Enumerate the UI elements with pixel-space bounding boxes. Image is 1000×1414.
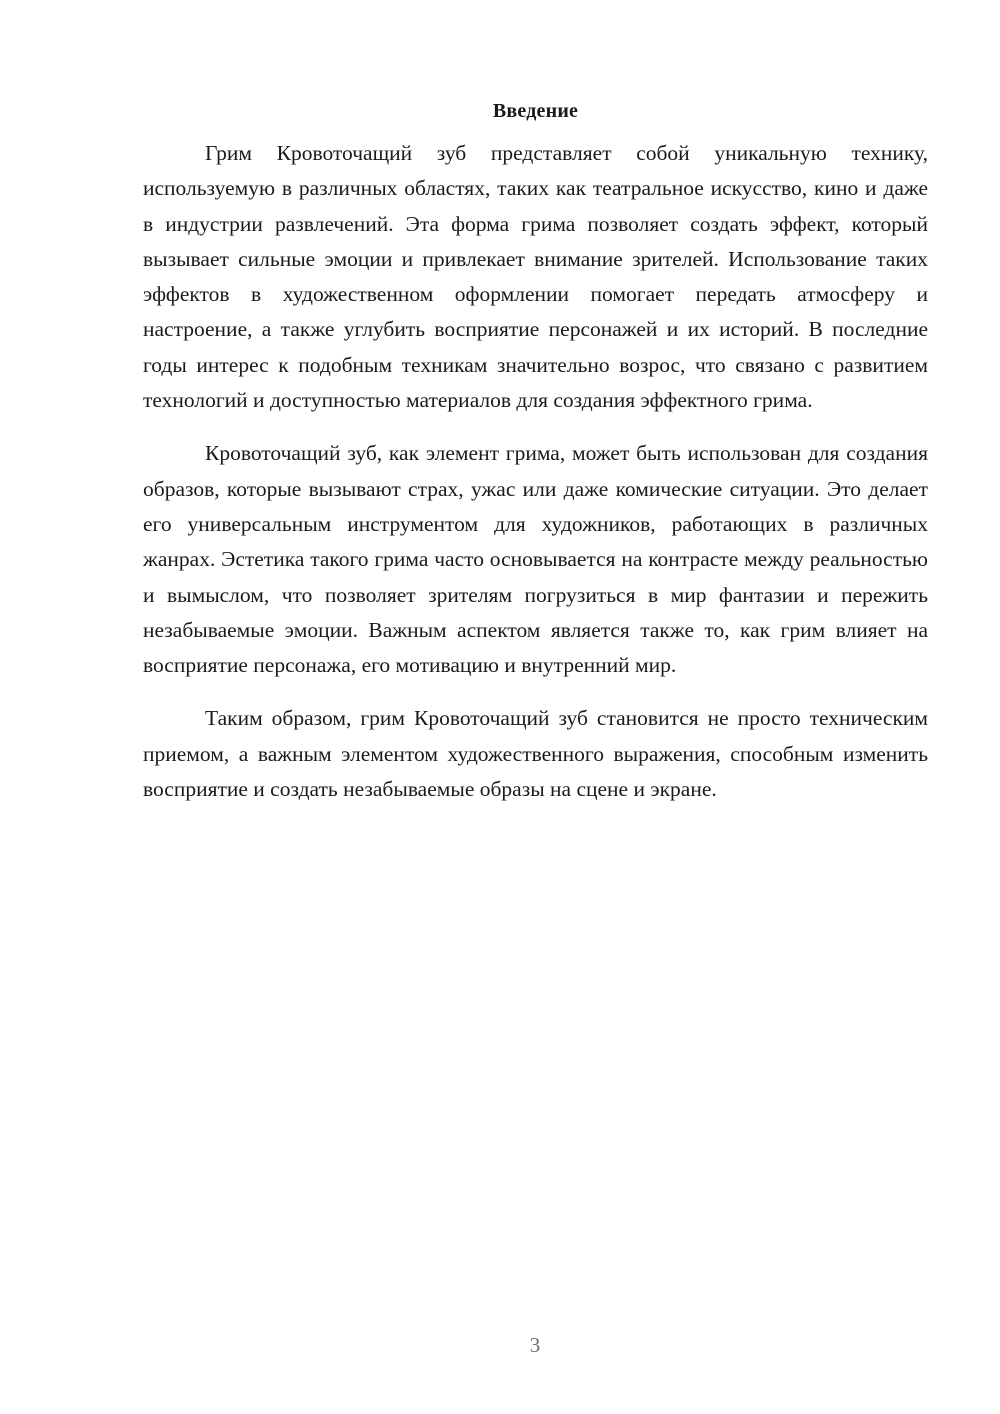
page-content xyxy=(143,96,928,825)
paragraph-2: Кровоточащий зуб, как элемент грима, может быть использован для создания образов, которые вызывают страх, ужас или даже комические ситуации. Это делает его универсальным инструментом для художников, работающих в различных жанрах. Эстетика такого грима часто основывается на контрасте между реальностью и вымыслом, что позволяет зрителям погрузиться в мир фантазии и пережить незабываемые эмоции. Важным аспектом является также то, как грим влияет на восприятие персонажа, его мотивацию и внутренний мир. xyxy=(143,441,928,678)
paragraph-1: Грим Кровоточащий зуб представляет собой уникальную технику, используемую в различных областях, таких как театральное искусство, кино и даже в индустрии развлечений. Эта форма грима позволяет создать эффект, который вызывает сильные эмоции и привлекает внимание зрителей. Использование таких эффектов в художественном оформлении помогает передать атмосферу и настроение, а также углубить восприятие персонажей и их историй. В последние годы интерес к подобным техникам значительно возрос, что связано с развитием технологий и доступностью материалов для создания эффектного грима. xyxy=(143,141,928,413)
paragraph-3: Таким образом, грим Кровоточащий зуб становится не просто техническим приемом, а важным элементом художественного выражения, способным изменить восприятие и создать незабываемые образы на сцене и экране. xyxy=(143,706,928,802)
page-number: 3 xyxy=(529,1333,541,1357)
section-title: Введение xyxy=(492,100,579,122)
